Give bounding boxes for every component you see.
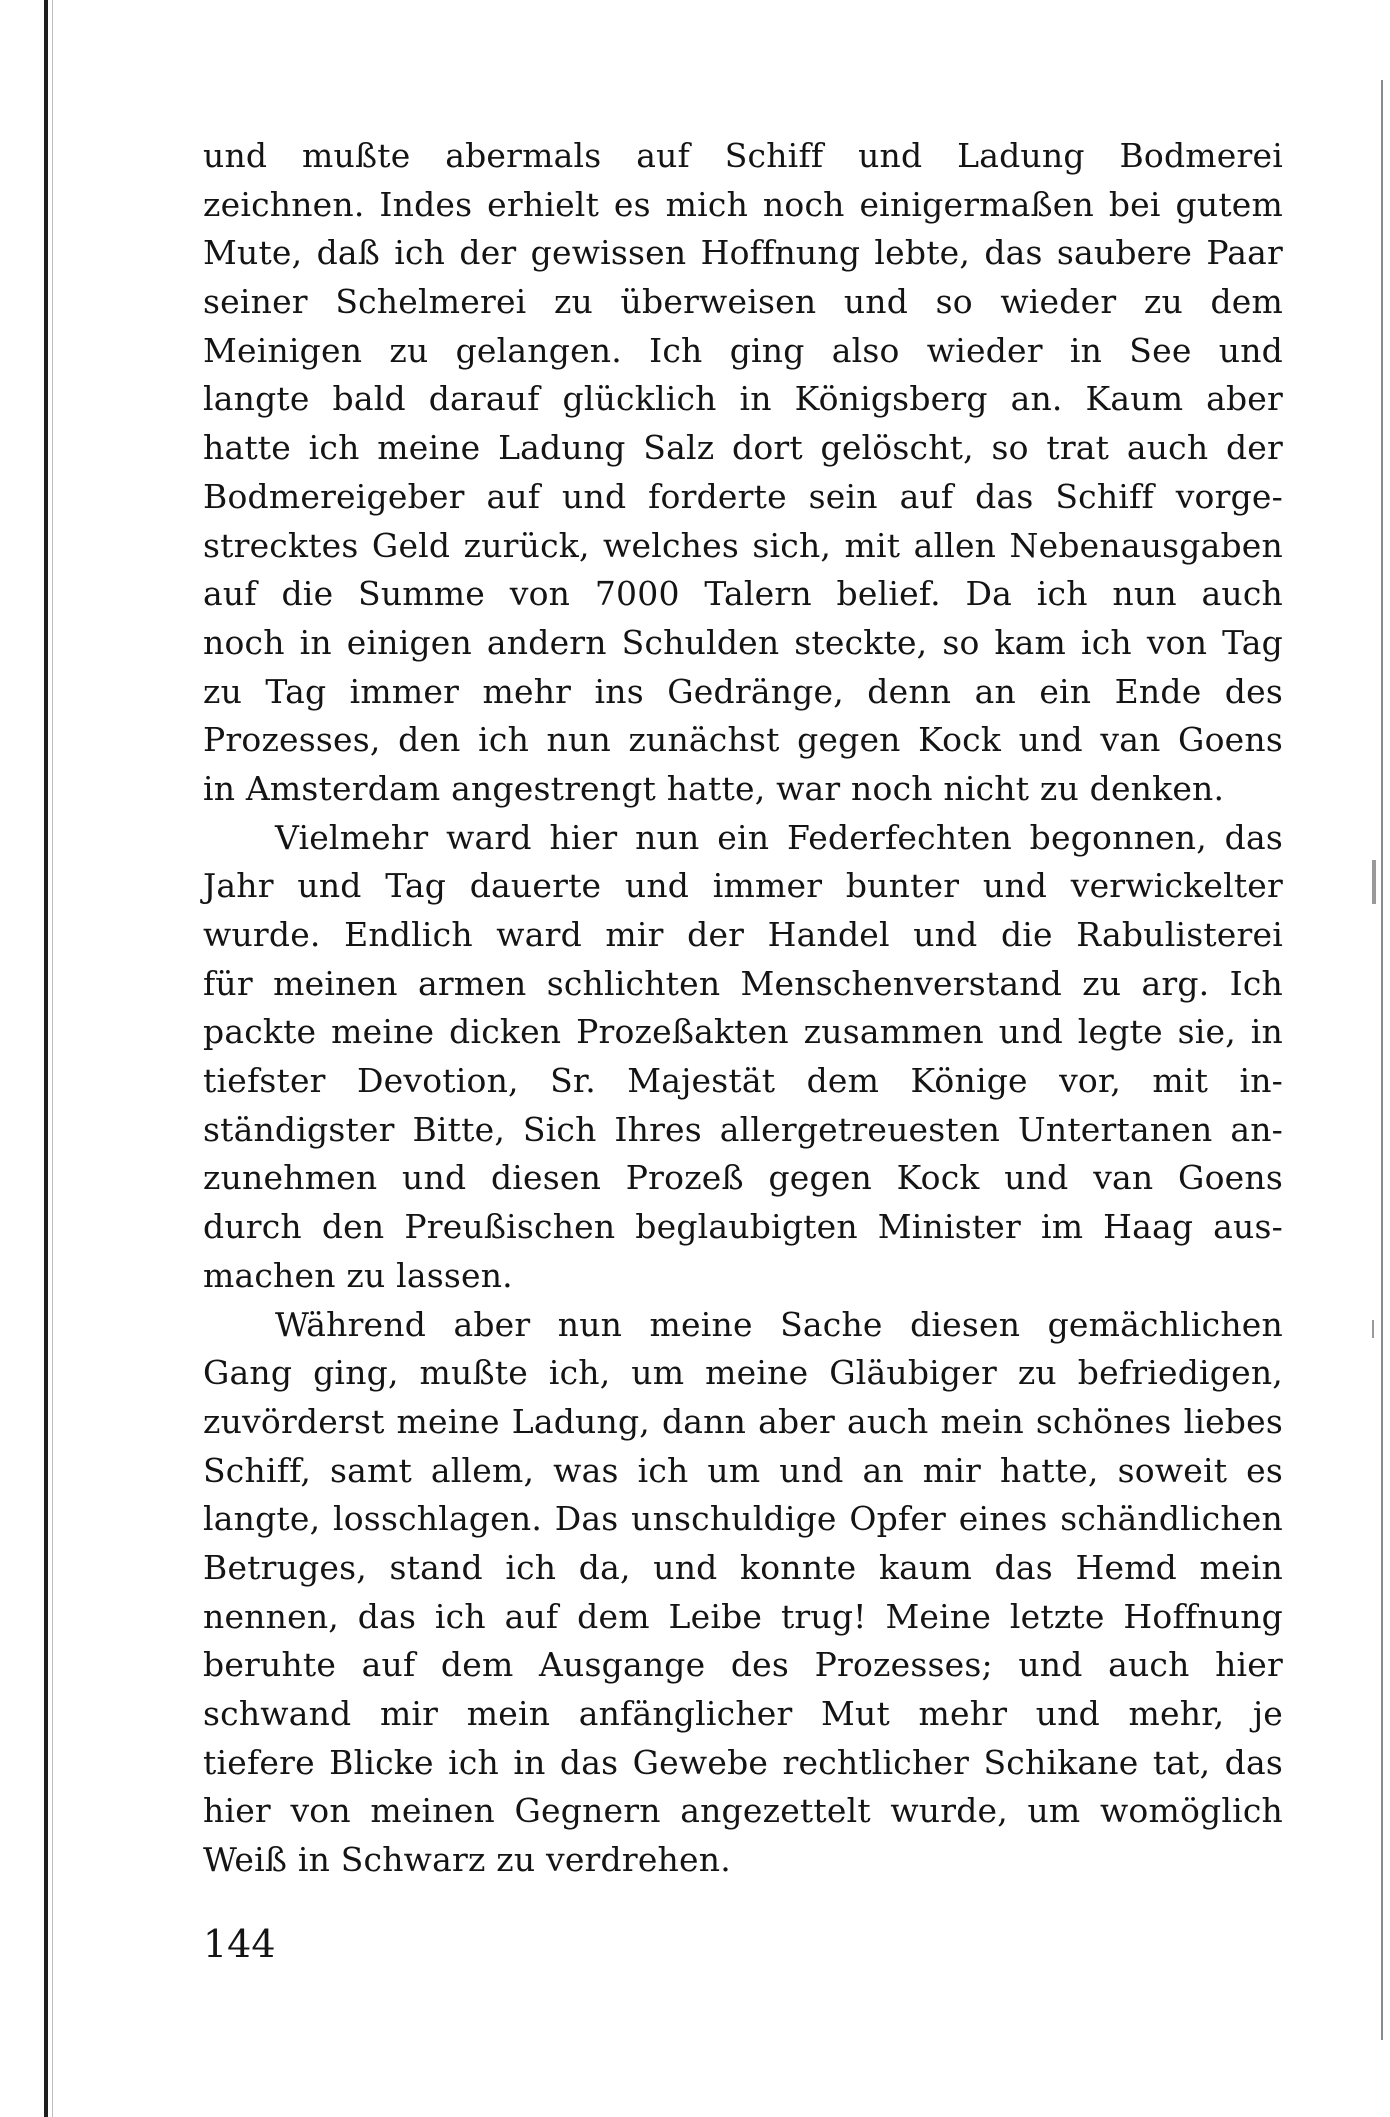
- text-line: tiefere Blicke ich in das Gewebe rechtlicher Schikane tat, das: [203, 1742, 1283, 1782]
- text-line: tiefster Devotion, Sr. Majestät dem Könige vor, mit in-: [203, 1061, 1283, 1101]
- text-line: Jahr und Tag dauerte und immer bunter und verwickelter: [203, 866, 1283, 906]
- text-line: zuvörderst meine Ladung, dann aber auch mein schönes liebes: [203, 1401, 1283, 1441]
- text-line: Schiff, samt allem, was ich um und an mir hatte, soweit es: [203, 1450, 1283, 1490]
- text-line: Prozesses, den ich nun zunächst gegen Kock und van Goens: [203, 720, 1283, 760]
- page-edge-mark: [1372, 1320, 1374, 1338]
- text-line: strecktes Geld zurück, welches sich, mit allen Nebenausgaben: [203, 525, 1283, 565]
- text-line: machen zu lassen.: [203, 1255, 513, 1295]
- text-line: noch in einigen andern Schulden steckte, so kam ich von Tag: [203, 622, 1283, 662]
- paragraph-start-line: Vielmehr ward hier nun ein Federfechten begonnen, das: [275, 817, 1283, 857]
- text-line: zunehmen und diesen Prozeß gegen Kock und van Goens: [203, 1158, 1283, 1198]
- text-line: durch den Preußischen beglaubigten Minister im Haag aus-: [203, 1207, 1283, 1247]
- page-right-edge: [1381, 80, 1383, 2040]
- paragraph-start-line: Während aber nun meine Sache diesen gemächlichen: [275, 1304, 1283, 1344]
- text-line: ständigster Bitte, Sich Ihres allergetreuesten Untertanen an-: [203, 1109, 1283, 1149]
- text-line: und mußte abermals auf Schiff und Ladung Bodmerei: [203, 136, 1283, 175]
- body-text: [203, 132, 1283, 1885]
- text-line: in Amsterdam angestrengt hatte, war noch nicht zu denken.: [203, 768, 1225, 808]
- page-edge-mark: [1372, 860, 1376, 904]
- text-line: Mute, daß ich der gewissen Hoffnung lebte, das saubere Paar: [203, 233, 1283, 273]
- text-line: zeichnen. Indes erhielt es mich noch einigermaßen bei gutem: [203, 184, 1283, 224]
- text-line: packte meine dicken Prozeßakten zusammen und legte sie, in: [203, 1012, 1283, 1052]
- text-line: langte bald darauf glücklich in Königsberg an. Kaum aber: [203, 379, 1283, 419]
- text-line: wurde. Endlich ward mir der Handel und die Rabulisterei: [203, 915, 1283, 954]
- text-line: Betruges, stand ich da, und konnte kaum das Hemd mein: [203, 1547, 1283, 1587]
- text-line: auf die Summe von 7000 Talern belief. Da ich nun auch: [203, 574, 1283, 614]
- text-line: Gang ging, mußte ich, um meine Gläubiger zu befriedigen,: [203, 1353, 1283, 1393]
- text-line: schwand mir mein anfänglicher Mut mehr und mehr, je: [203, 1694, 1283, 1733]
- text-line: Meinigen zu gelangen. Ich ging also wieder in See und: [203, 330, 1283, 370]
- page-number: 144: [203, 1922, 276, 1966]
- text-line: seiner Schelmerei zu überweisen und so wieder zu dem: [203, 282, 1283, 322]
- text-line: beruhte auf dem Ausgange des Prozesses; und auch hier: [203, 1645, 1283, 1685]
- text-line: für meinen armen schlichten Menschenverstand zu arg. Ich: [203, 963, 1283, 1003]
- text-line: Weiß in Schwarz zu verdrehen.: [203, 1840, 731, 1880]
- text-line: langte, losschlagen. Das unschuldige Opfer eines schändlichen: [203, 1499, 1283, 1539]
- text-line: zu Tag immer mehr ins Gedränge, denn an ein Ende des: [203, 671, 1283, 711]
- page-binding-shadow: [52, 0, 53, 2117]
- text-line: hier von meinen Gegnern angezettelt wurde, um womöglich: [203, 1791, 1283, 1831]
- text-line: nennen, das ich auf dem Leibe trug! Meine letzte Hoffnung: [203, 1596, 1283, 1636]
- text-line: Bodmereigeber auf und forderte sein auf das Schiff vorge-: [203, 476, 1283, 516]
- page-binding-edge: [44, 0, 48, 2117]
- text-line: hatte ich meine Ladung Salz dort gelöscht, so trat auch der: [203, 428, 1283, 468]
